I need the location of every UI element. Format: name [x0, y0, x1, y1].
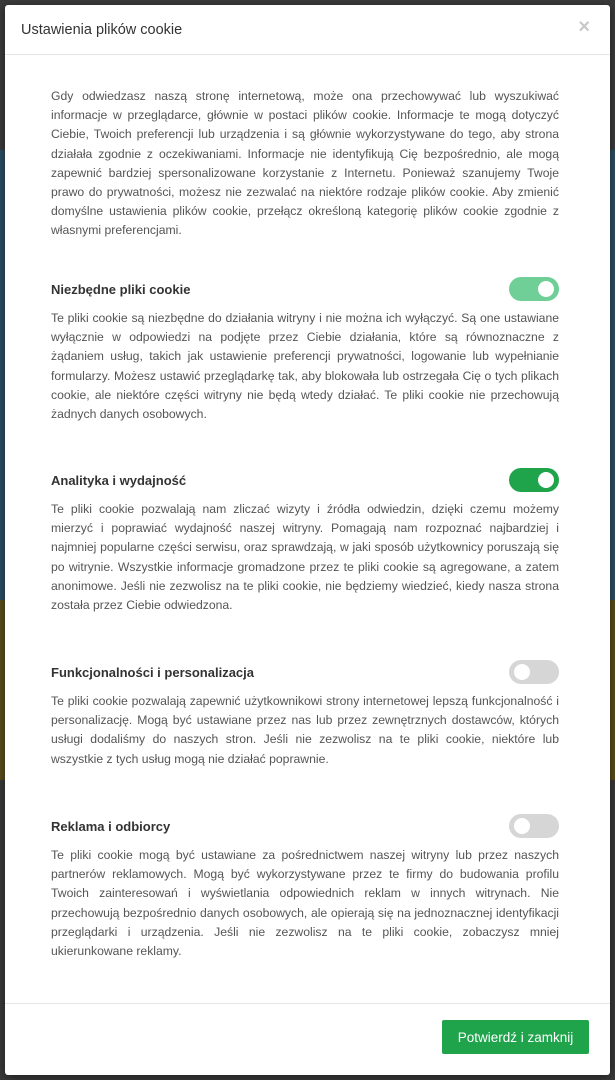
section-title: Analityka i wydajność — [51, 473, 187, 488]
section-necessary — [51, 277, 559, 424]
modal-title: Ustawienia plików cookie — [21, 22, 183, 38]
toggle-knob — [538, 281, 554, 297]
modal-footer — [5, 1003, 610, 1075]
cookie-settings-modal — [5, 5, 610, 1075]
intro-text: Gdy odwiedzasz naszą stronę internetową, może ona przechowywać lub wyszukiwać informacje w przeglądarce, głównie w postaci plików cookie. Informacje te mogą dotyczyć Ciebie, Twoich preferencji lub urządzenia i są głównie wykorzystywane do tego, aby strona działała zgodnie z oczekiwaniami. Informacje nie identyfikują Cię bezpośrednio, ale mogą zapewnić bardziej spersonalizowane korzystanie z Internetu. Ponieważ szanujemy Twoje prawo do prywatności, możesz nie zezwalać na niektóre rodzaje plików cookie. Aby zmienić domyślne ustawienia plików cookie, przełącz określoną kategorię plików cookie zgodnie z własnymi preferencjami. — [51, 89, 559, 238]
section-title: Niezbędne pliki cookie — [51, 282, 191, 297]
modal-body — [51, 87, 559, 959]
toggle-advertising[interactable] — [509, 814, 559, 838]
section-description: Te pliki cookie mogą być ustawiane za pośrednictwem naszej witryny lub przez naszych partnerów reklamowych. Mogą być wykorzystywane przez te firmy do budowania profilu Twoich zainteresowań i wyświetlania odpowiednich reklam w innych witrynach. Nie przechowują bezpośrednio danych osobowych, ale opierają się na jednoznacznej identyfikacji przeglądarki i urządzenia. Jeśli nie zezwolisz na te pliki cookie, zobaczysz mniej ukierunkowane reklamy. — [51, 848, 559, 959]
toggle-knob — [538, 472, 554, 488]
toggle-knob — [514, 664, 530, 680]
section-functionality — [51, 660, 559, 769]
section-title: Funkcjonalności i personalizacja — [51, 665, 255, 680]
modal-header — [5, 5, 610, 55]
close-icon[interactable]: × — [578, 16, 590, 38]
section-analytics — [51, 468, 559, 615]
toggle-necessary[interactable] — [509, 277, 559, 301]
toggle-knob — [514, 818, 530, 834]
toggle-analytics[interactable] — [509, 468, 559, 492]
section-description: Te pliki cookie pozwalają nam zliczać wizyty i źródła odwiedzin, dzięki czemu możemy mierzyć i poprawiać wydajność naszej witryny. Pomagają nam rozpoznać najbardziej i najmniej popularne części serwisu, oraz sprawdzają, w jaki sposób użytkownicy poruszają się po witrynie. Wszystkie informacje gromadzone przez te pliki cookie są agregowane, a zatem anonimowe. Jeśli nie zezwolisz na te pliki cookie, nie będziemy wiedzieć, kiedy nasza strona została przez Ciebie odwiedzona. — [51, 502, 559, 613]
toggle-functionality[interactable] — [509, 660, 559, 684]
section-advertising — [51, 814, 559, 961]
section-description: Te pliki cookie są niezbędne do działania witryny i nie można ich wyłączyć. Są one ustawiane wyłącznie w odpowiedzi na podjęte przez Ciebie działania, które są równoznaczne z żądaniem usług, takich jak ustawienie preferencji prywatności, logowanie lub wypełnianie formularzy. Możesz ustawić przeglądarkę tak, aby blokowała lub ostrzegała Cię o tych plikach cookie, ale niektóre części witryny nie będą wtedy działać. Te pliki cookie nie przechowują żadnych danych osobowych. — [51, 311, 559, 422]
section-description: Te pliki cookie pozwalają zapewnić użytkownikowi strony internetowej lepszą funkcjonalność i personalizację. Mogą być ustawiane przez nas lub przez zewnętrznych dostawców, których usługi dodaliśmy do naszych stron. Jeśli nie zezwolisz na te pliki cookie, niektóre lub wszystkie z tych usług mogą nie działać poprawnie. — [51, 694, 559, 766]
section-title: Reklama i odbiorcy — [51, 819, 171, 834]
confirm-close-button[interactable]: Potwierdź i zamknij — [442, 1020, 589, 1054]
